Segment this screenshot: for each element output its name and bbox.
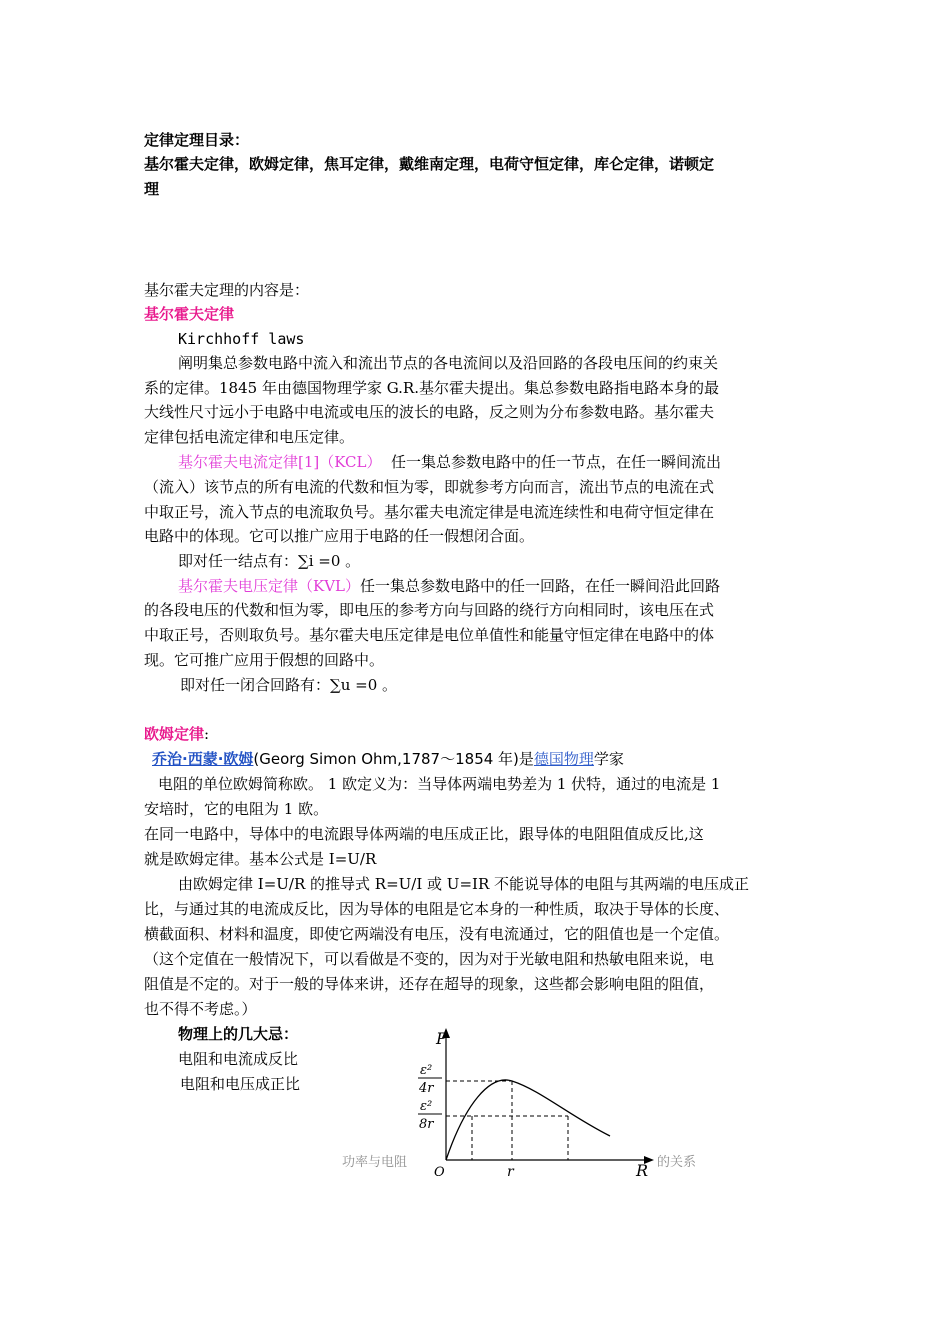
y-tick1-denominator: 4r (419, 1081, 434, 1096)
ohm-deriv-line: （这个定值在一般情况下，可以看做是不变的，因为对于光敏电阻和热敏电阻来说，电 (144, 950, 715, 968)
kvl-line: 现。它可推广应用于假想的回路中。 (144, 651, 385, 669)
kcl-line: 电路中的体现。它可以推广应用于电路的任一假想闭合面。 (144, 527, 535, 545)
taboo-item: 电阻和电流成反比 (178, 1050, 299, 1068)
kirchhoff-para-line: 定律包括电流定律和电压定律。 (144, 428, 355, 446)
ohm-title-colon: : (204, 725, 210, 743)
kirchhoff-para-line: 大线性尺寸远小于电路中电流或电压的波长的电路，反之则为分布参数电路。基尔霍夫 (144, 403, 715, 421)
kvl-first-line (178, 574, 720, 598)
kvl-name: 基尔霍夫电压定律（KVL） (178, 577, 361, 595)
figure-caption-right: 的关系 (657, 1155, 697, 1170)
toc-heading: 定律定理目录： (144, 131, 250, 149)
toc-list-line-1: 基尔霍夫定律，欧姆定律，焦耳定律，戴维南定理，电荷守恒定律，库仑定律，诺顿定 (144, 155, 715, 173)
y-axis-label: P (436, 1029, 447, 1048)
ohm-person-line (152, 747, 624, 771)
kcl-line: 中取正号，流入节点的电流取负号。基尔霍夫电流定律是电流连续性和电荷守恒定律在 (144, 503, 715, 521)
toc-list-line-2: 理 (144, 180, 160, 198)
ohm-deriv-line: 由欧姆定律 I=U/R 的推导式 R=U/I 或 U=IR 不能说导体的电阻与其两端的电压成正 (178, 875, 750, 893)
ohm-title-line (144, 722, 209, 746)
x-tick-r: r (507, 1164, 514, 1180)
power-resistance-figure (410, 1024, 690, 1184)
kcl-first-line (178, 450, 721, 474)
kvl-formula: 即对任一闭合回路有：∑u =0 。 (180, 676, 398, 694)
kirchhoff-english: Kirchhoff laws (178, 330, 305, 348)
taboo-item: 电阻和电压成正比 (180, 1075, 301, 1093)
x-axis-label: R (636, 1161, 649, 1180)
ohm-unit-line: 电阻的单位欧姆简称欧。 1 欧定义为：当导体两端电势差为 1 伏特，通过的电流是 1 (158, 775, 721, 793)
ohm-law-line: 在同一电路中，导体中的电流跟导体两端的电压成正比，跟导体的电阻阻值成反比,这 (144, 825, 704, 843)
power-curve (446, 1080, 610, 1160)
taboo-title: 物理上的几大忌： (178, 1025, 299, 1043)
kirchhoff-para-line: 阐明集总参数电路中流入和流出节点的各电流间以及沿回路的各段电压间的约束关 (178, 354, 719, 372)
country-link[interactable]: 德国物理 (533, 750, 594, 768)
y-tick2-denominator: 8r (419, 1117, 434, 1132)
y-tick1-numerator: ε² (420, 1063, 433, 1078)
figure-caption-left: 功率与电阻 (342, 1155, 408, 1170)
kvl-line: 的各段电压的代数和恒为零，即电压的参考方向与回路的绕行方向相同时，该电压在式 (144, 601, 715, 619)
kirchhoff-intro: 基尔霍夫定理的内容是： (144, 281, 310, 299)
ohm-deriv-line: 阻值是不定的。对于一般的导体来讲，还存在超导的现象，这些都会影响电阻的阻值， (144, 975, 715, 993)
ohm-law-line: 就是欧姆定律。基本公式是 I=U/R (144, 850, 377, 868)
y-tick2-numerator: ε² (420, 1099, 433, 1114)
kcl-formula: 即对任一结点有：∑i =0 。 (178, 552, 361, 570)
kvl-text: 任一集总参数电路中的任一回路，在任一瞬间沿此回路 (360, 577, 721, 595)
kirchhoff-para-line: 系的定律。1845 年由德国物理学家 G.R.基尔霍夫提出。集总参数电路指电路本身的最 (144, 379, 719, 397)
ohm-person-detail: (Georg Simon Ohm,1787～1854 年)是 (253, 750, 534, 768)
ohm-person-link[interactable]: 乔治·西蒙·欧姆 (152, 750, 254, 768)
kcl-text: 任一集总参数电路中的任一节点，在任一瞬间流出 (391, 453, 722, 471)
kirchhoff-title: 基尔霍夫定律 (144, 305, 235, 323)
ohm-deriv-line: 比，与通过其的电流成反比，因为导体的电阻是它本身的一种性质，取决于导体的长度、 (144, 900, 730, 918)
ohm-deriv-line: 也不得不考虑。） (144, 1000, 257, 1018)
ohm-deriv-line: 横截面积、材料和温度，即使它两端没有电压，没有电流通过，它的阻值也是一个定值。 (144, 925, 730, 943)
ohm-person-suffix: 学家 (593, 750, 624, 768)
kcl-line: （流入）该节点的所有电流的代数和恒为零，即就参考方向而言，流出节点的电流在式 (144, 478, 715, 496)
kcl-name: 基尔霍夫电流定律[1]（KCL） (178, 453, 382, 471)
ohm-title: 欧姆定律 (144, 725, 205, 743)
kvl-line: 中取正号，否则取负号。基尔霍夫电压定律是电位单值性和能量守恒定律在电路中的体 (144, 626, 715, 644)
origin-label: O (434, 1165, 445, 1180)
ohm-unit-line: 安培时，它的电阻为 1 欧。 (144, 800, 329, 818)
